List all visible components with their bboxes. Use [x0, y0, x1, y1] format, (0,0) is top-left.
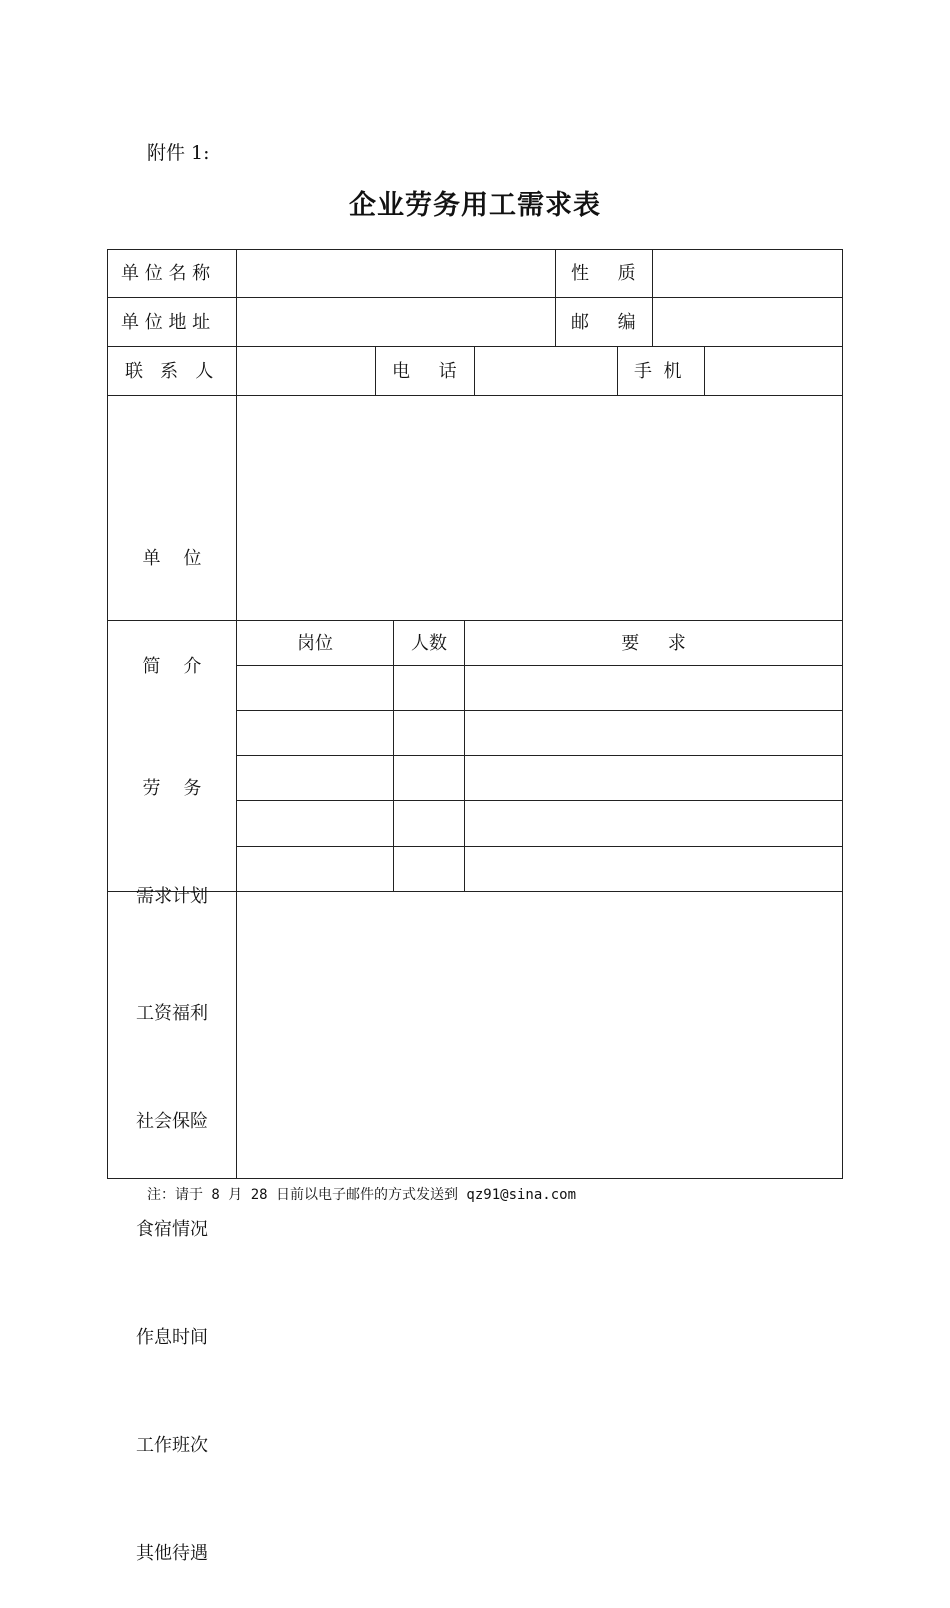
plan-headcount-field[interactable] — [395, 848, 463, 890]
nature-label: 性 质 — [571, 263, 636, 284]
page-title: 企业劳务用工需求表 — [349, 190, 601, 221]
labor-plan-label-line: 需求计划 — [136, 886, 208, 907]
attachment-label: 附件 1: — [147, 142, 210, 164]
benefits-field[interactable] — [238, 893, 841, 1177]
benefits-label-line: 其他待遇 — [136, 1543, 208, 1564]
plan-headcount-field[interactable] — [395, 712, 463, 754]
plan-position-field[interactable] — [238, 848, 392, 890]
plan-column-headcount: 人数 — [411, 633, 447, 654]
unit-address-field[interactable] — [238, 299, 554, 345]
plan-row-divider — [236, 755, 843, 756]
column-divider — [236, 249, 237, 1179]
column-divider — [652, 249, 653, 346]
unit-name-label: 单 位 名 称 — [121, 263, 211, 284]
postcode-label: 邮 编 — [571, 312, 636, 333]
plan-requirements-field[interactable] — [466, 667, 841, 709]
submission-note: 注：请于 8 月 28 日前以电子邮件的方式发送到 qz91@sina.com — [147, 1187, 577, 1203]
plan-requirements-field[interactable] — [466, 712, 841, 754]
plan-position-field[interactable] — [238, 802, 392, 845]
benefits-label-line: 工资福利 — [136, 1003, 208, 1024]
contact-person-field[interactable] — [238, 348, 374, 394]
row-divider — [107, 346, 843, 347]
plan-requirements-field[interactable] — [466, 848, 841, 890]
plan-column-requirements: 要 求 — [621, 633, 686, 654]
mobile-field[interactable] — [706, 348, 841, 394]
column-divider — [474, 346, 475, 395]
labor-plan-label-line: 劳 务 — [142, 778, 202, 799]
plan-requirements-field[interactable] — [466, 802, 841, 845]
unit-intro-label-line: 简 介 — [142, 656, 202, 677]
unit-intro-label — [108, 469, 236, 721]
plan-row-divider — [236, 800, 843, 801]
plan-position-field[interactable] — [238, 712, 392, 754]
unit-address-label: 单 位 地 址 — [121, 312, 211, 333]
benefits-label-line: 社会保险 — [136, 1111, 208, 1132]
column-divider — [464, 620, 465, 891]
labor-plan-label — [108, 699, 236, 951]
column-divider — [704, 346, 705, 395]
plan-headcount-field[interactable] — [395, 667, 463, 709]
plan-position-field[interactable] — [238, 667, 392, 709]
plan-row-divider — [236, 710, 843, 711]
phone-label: 电 话 — [392, 361, 457, 382]
nature-field[interactable] — [654, 251, 841, 296]
plan-requirements-field[interactable] — [466, 757, 841, 799]
mobile-label: 手 机 — [634, 361, 682, 382]
plan-position-field[interactable] — [238, 757, 392, 799]
column-divider — [375, 346, 376, 395]
unit-name-field[interactable] — [238, 251, 554, 296]
plan-row-divider — [236, 665, 843, 666]
plan-row-divider — [236, 846, 843, 847]
postcode-field[interactable] — [654, 299, 841, 345]
phone-field[interactable] — [476, 348, 616, 394]
benefits-label-line: 作息时间 — [136, 1327, 208, 1348]
plan-headcount-field[interactable] — [395, 802, 463, 845]
benefits-label — [108, 924, 236, 1608]
column-divider — [393, 620, 394, 891]
column-divider — [617, 346, 618, 395]
plan-column-position: 岗位 — [297, 633, 333, 654]
unit-intro-field[interactable] — [238, 397, 841, 619]
row-divider — [107, 297, 843, 298]
benefits-label-line: 工作班次 — [136, 1435, 208, 1456]
benefits-label-line: 食宿情况 — [136, 1219, 208, 1240]
contact-person-label: 联 系 人 — [125, 361, 214, 382]
column-divider — [555, 249, 556, 346]
row-divider — [107, 395, 843, 396]
plan-headcount-field[interactable] — [395, 757, 463, 799]
unit-intro-label-line: 单 位 — [142, 548, 202, 569]
